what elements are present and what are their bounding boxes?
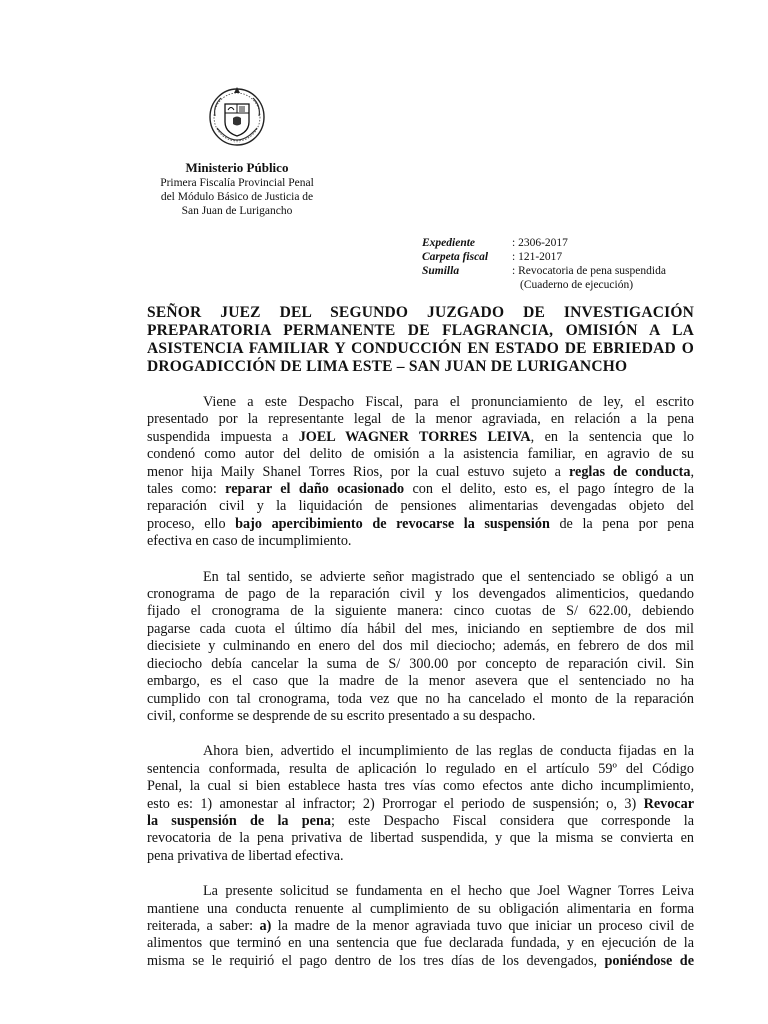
text-line: sentencia conformada, resulta de aplicación lo regulado en el artículo 59º del Código — [147, 760, 694, 777]
addressee-line: SEÑOR JUEZ DEL SEGUNDO JUZGADO DE INVESTIGACIÓN — [147, 304, 694, 321]
case-metadata — [422, 236, 666, 292]
carpeta-value: : 121-2017 — [512, 251, 563, 263]
text-line: la suspensión de la pena; este Despacho Fiscal considera que corresponde la — [147, 812, 694, 829]
expediente-label: Expediente — [422, 237, 476, 249]
text-line: pagarse cada cuota el último día hábil del mes, iniciando en septiembre de dos mil — [147, 620, 694, 637]
document-body — [147, 394, 694, 988]
paragraph-2 — [147, 569, 694, 726]
issuer-office-line-1: Primera Fiscalía Provincial Penal — [160, 177, 314, 189]
text-line: Penal, la cual si bien establece hasta tres vías como efectos ante dicho incumplimiento, — [147, 778, 694, 795]
text-line: tales como: reparar el daño ocasionado con el delito, esto es, el pago íntegro de la — [147, 481, 694, 498]
text-line: cronograma de pago de la reparación civil y los devengados alimenticios, quedando — [147, 586, 694, 603]
text-line: alimentos que terminó en una sentencia que fue declarada fundada, y en ejecución de la — [147, 935, 694, 952]
peru-coat-of-arms-seal-icon — [205, 82, 269, 148]
text-line: revocatoria de la pena privativa de libertad suspendida, y que la misma se convierta en — [147, 830, 694, 847]
text-line: presentado por la representante legal de la menor agraviada, en relación a la pena — [147, 411, 694, 428]
sumilla-value: : Revocatoria de pena suspendida — [512, 265, 666, 277]
text-line: Ahora bien, advertido el incumplimiento de las reglas de conducta fijadas en la — [203, 743, 694, 760]
issuer-office-line-2: del Módulo Básico de Justicia de — [160, 191, 314, 203]
text-line: pena privativa de libertad efectiva. — [147, 847, 344, 864]
carpeta-label: Carpeta fiscal — [422, 251, 489, 263]
addressee-line: DROGADICCIÓN DE LIMA ESTE – SAN JUAN DE LURIGANCHO — [147, 358, 628, 375]
text-line: Viene a este Despacho Fiscal, para el pronunciamiento de ley, el escrito — [203, 394, 694, 410]
text-line: proceso, ello bajo apercibimiento de revocarse la suspensión de la pena por pena — [147, 515, 694, 532]
text-line: fijado el cronograma de la siguiente manera: cinco cuotas de S/ 622.00, debiendo — [147, 603, 694, 620]
paragraph-1 — [147, 394, 694, 551]
text-line: condenó como autor del delito de omisión a la asistencia familiar, en agravio de su — [147, 446, 694, 463]
text-line: efectiva en caso de incumplimiento. — [147, 533, 352, 550]
issuer-header — [130, 160, 344, 218]
text-line: La presente solicitud se fundamenta en el hecho que Joel Wagner Torres Leiva — [203, 883, 694, 900]
text-line: En tal sentido, se advierte señor magistrado que el sentenciado se obligó a un — [203, 568, 694, 585]
sumilla-note: (Cuaderno de ejecución) — [520, 279, 634, 291]
paragraph-4 — [147, 883, 694, 970]
issuer-organization: Ministerio Público — [185, 160, 289, 175]
text-line: cumplido con tal cronograma, toda vez que no ha cancelado el monto de la reparación — [147, 690, 694, 707]
text-line: esto es: 1) amonestar al infractor; 2) Prorrogar el periodo de suspensión; o, 3) Revocar — [147, 795, 694, 812]
addressee-heading — [147, 304, 694, 376]
text-line: embargo, es el caso que la madre de la menor asevera que el sentenciado no ha — [147, 673, 694, 690]
text-line: mantiene una conducta renuente al cumplimiento de su obligación alimentaria en forma — [147, 900, 694, 917]
addressee-line: PREPARATORIA PERMANENTE DE FLAGRANCIA, OMISIÓN A LA — [147, 322, 694, 339]
paragraph-3 — [147, 743, 694, 865]
text-line: misma se le requirió el pago dentro de los tres días de los devengados, poniéndose de — [147, 952, 694, 969]
expediente-value: : 2306-2017 — [512, 237, 568, 249]
text-line: reparación civil y la liquidación de pensiones alimentarias devengadas objeto del — [147, 498, 694, 515]
text-line: diecisiete y culminando en enero del dos mil dieciocho; además, en febrero de dos mil — [147, 638, 694, 655]
defendant-name: JOEL WAGNER TORRES LEIVA — [298, 428, 531, 445]
text-line: dieciocho debía cancelar la suma de S/ 300.00 por concepto de reparación civil. Sin — [147, 655, 694, 672]
issuer-office-line-3: San Juan de Lurigancho — [181, 205, 293, 217]
sumilla-label: Sumilla — [422, 265, 460, 277]
addressee-line: ASISTENCIA FAMILIAR Y CONDUCCIÓN EN ESTADO DE EBRIEDAD O — [147, 340, 694, 357]
svg-text:· · ·: · · · — [233, 140, 241, 145]
text-line: menor hija Maily Shanel Torres Rios, por la cual estuvo sujeto a reglas de conducta, — [147, 463, 694, 480]
text-line: suspendida impuesta a JOEL WAGNER TORRES LEIVA, en la sentencia que lo — [147, 428, 694, 445]
text-line: civil, conforme se desprende de su escrito presentado a su despacho. — [147, 707, 536, 724]
text-line: reiterada, a saber: a) la madre de la menor agraviada tuvo que iniciar un proceso civil de — [147, 917, 694, 934]
